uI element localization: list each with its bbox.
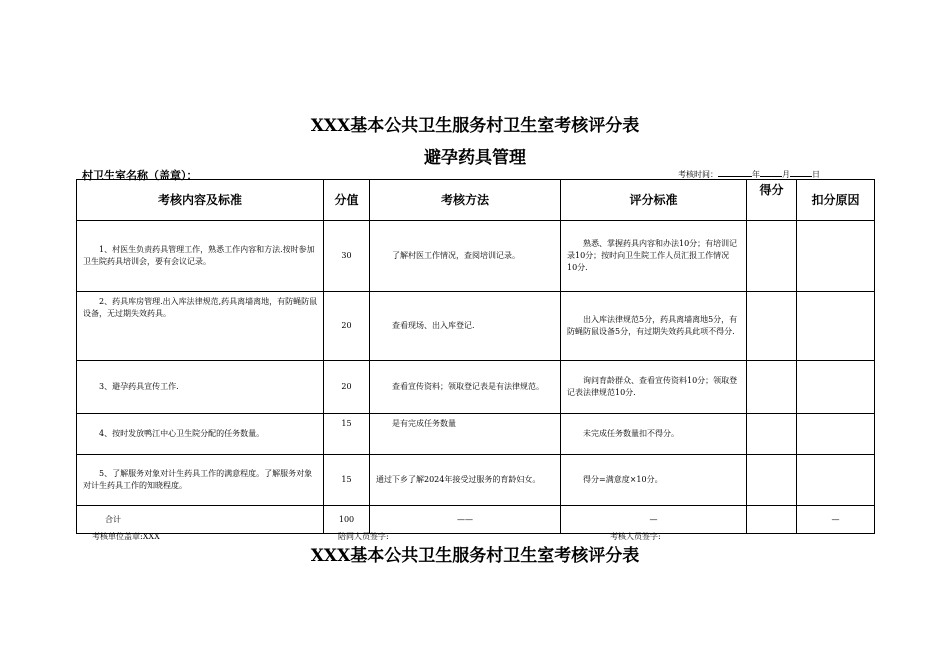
total-reason: — [797,506,875,534]
document-title: XXX基本公共卫生服务村卫生室考核评分表 [310,116,640,136]
total-label: 合计 [77,506,324,534]
row-score: 20 [324,292,370,361]
header-deduction-reason: 扣分原因 [797,180,875,221]
day-blank [790,168,812,177]
footer-unit-stamp: 考核单位盖章:XXX [92,532,160,541]
row-criteria: 询问育龄群众、查看宣传资料10分；领取登记表法律规范10分. [567,376,738,397]
row-points-cell[interactable] [747,455,797,506]
row-content: 3、避孕药具宣传工作. [99,382,179,391]
row-score: 20 [324,361,370,414]
row-points-cell[interactable] [747,292,797,361]
row-score: 15 [324,455,370,506]
table-header-row [77,180,875,221]
clinic-name-label: 村卫生室名称（盖章）： [82,169,198,182]
table-row [77,414,875,455]
row-reason-cell[interactable] [797,221,875,292]
row-content: 5、了解服务对象对计生药具工作的满意程度。了解服务对象对计生药具工作的知晓程度。 [83,469,313,490]
row-points-cell[interactable] [747,221,797,292]
year-label: 年 [752,170,760,179]
table-row [77,455,875,506]
total-criteria: — [561,506,747,534]
row-reason-cell[interactable] [797,455,875,506]
time-label: 考核时间： [678,170,718,179]
day-label: 日 [812,170,820,179]
total-score: 100 [324,506,370,534]
year-blank [718,168,752,177]
row-method: 查看现场、出入库登记. [392,321,475,330]
row-method: 查看宣传资料；领取登记表是有法律规范。 [392,382,544,391]
row-content: 2、药具库房管理.出入库法律规范,药具离墙离地，有防蝇防鼠设备，无过期失效药具。 [83,297,318,318]
row-method: 了解村医工作情况，查阅培训记录。 [392,251,520,260]
document-subtitle: 避孕药具管理 [424,148,526,168]
row-reason-cell[interactable] [797,414,875,455]
total-method: —— [370,506,561,534]
row-criteria: 得分=满意度×10分。 [583,475,663,484]
scoring-table [76,179,875,534]
row-method: 通过下乡了解2024年接受过服务的育龄妇女。 [370,455,561,506]
month-label: 月 [782,170,790,179]
row-content: 1、村医生负责药具管理工作，熟悉工作内容和方法.按时参加卫生院药具培训会，要有会议记录。 [83,245,315,266]
table-row [77,221,875,292]
row-points-cell[interactable] [747,414,797,455]
header-criteria: 评分标准 [561,180,747,221]
month-blank [760,168,782,177]
row-method: 是有完成任务数量 [392,419,456,428]
header-points: 得分 [747,180,797,221]
next-page-title: XXX基本公共卫生服务村卫生室考核评分表 [310,546,640,566]
total-points-cell[interactable] [747,506,797,534]
row-reason-cell[interactable] [797,292,875,361]
total-row [77,506,875,534]
row-content: 4、按时发放鸭江中心卫生院分配的任务数量。 [99,429,265,438]
header-content: 考核内容及标准 [77,180,324,221]
row-score: 30 [324,221,370,292]
row-points-cell[interactable] [747,361,797,414]
footer-assessor-signature: 考核人员签字: [610,532,661,541]
row-criteria: 出入库法律规范5分，药具离墙离地5分，有防蝇防鼠设备5分，有过期失效药具此项不得分. [567,315,738,336]
table-row [77,361,875,414]
row-score: 15 [324,414,370,455]
footer-accompany-signature: 陪同人员签字: [338,532,389,541]
table-row [77,292,875,361]
header-method: 考核方法 [370,180,561,221]
header-score: 分值 [324,180,370,221]
row-criteria: 熟悉、掌握药具内容和办法10分；有培训记录10分；按时向卫生院工作人员汇报工作情况10分. [567,239,738,272]
row-criteria: 未完成任务数量扣不得分。 [583,429,679,438]
row-reason-cell[interactable] [797,361,875,414]
